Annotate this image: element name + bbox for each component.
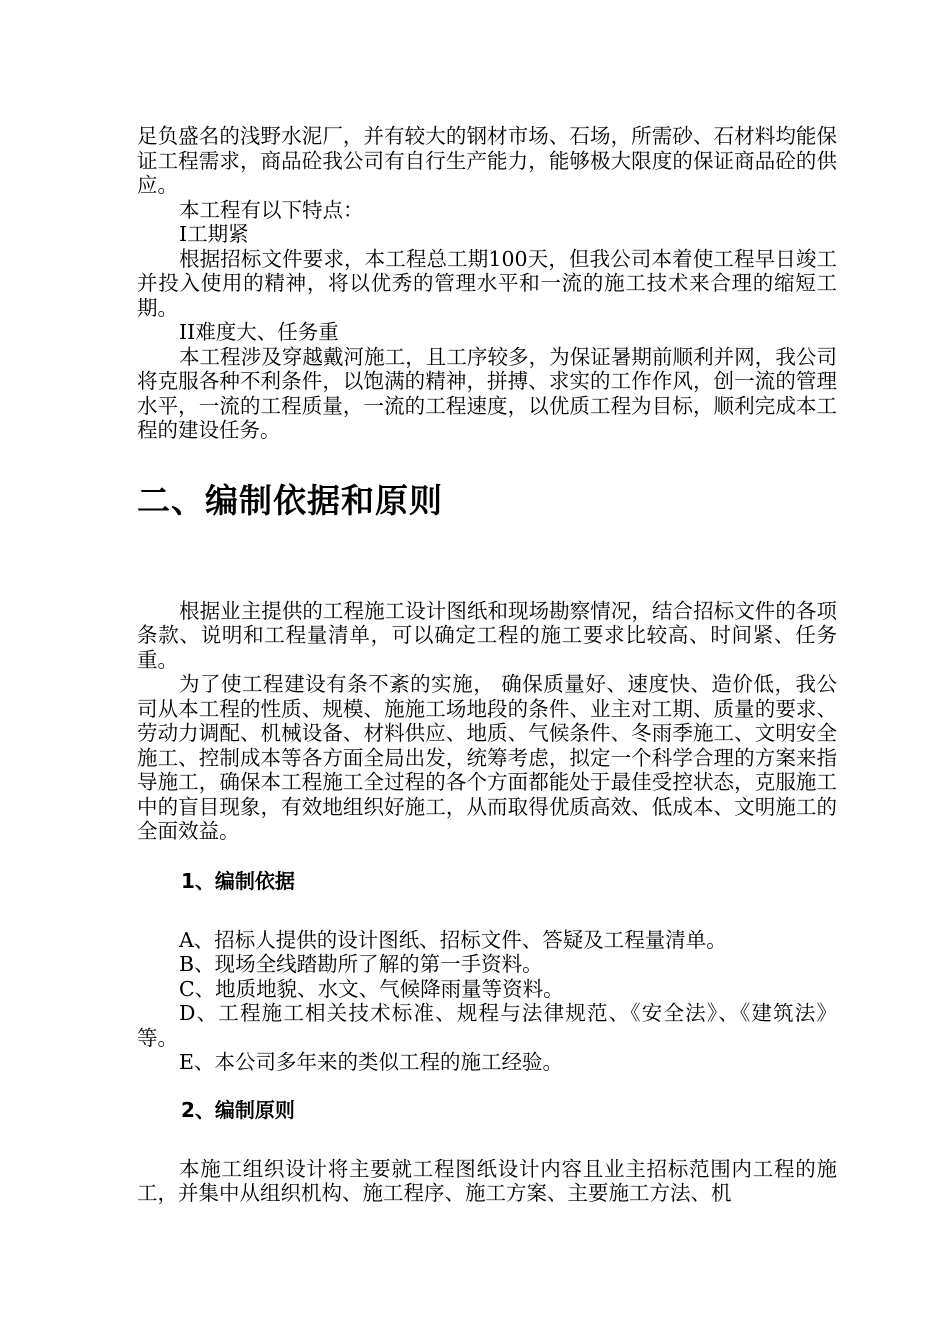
- feature-item-schedule-tight: I工期紧: [179, 222, 249, 246]
- spacer: [137, 1123, 837, 1157]
- spacer: [137, 894, 837, 928]
- basis-list-item: D、工程施工相关技术标准、规程与法律规范、《安全法》、《建筑法》等。: [137, 1001, 837, 1050]
- subsection-heading-principles: 2、编制原则: [181, 1097, 295, 1122]
- spacer: [137, 844, 837, 868]
- spacer: [137, 1075, 837, 1097]
- basis-list-item: A、招标人提供的设计图纸、招标文件、答疑及工程量清单。: [179, 927, 727, 952]
- spacer: [137, 521, 837, 599]
- basis-list-item: C、地质地貌、水文、气候降雨量等资料。: [179, 976, 564, 1001]
- paragraph-principles: 本施工组织设计将主要就工程图纸设计内容且业主招标范围内工程的施工，并集中从组织机构、施工程序、施工方案、主要施工方法、机: [137, 1156, 837, 1205]
- basis-list-item: B、现场全线踏勘所了解的第一手资料。: [179, 952, 543, 976]
- paragraph-features-intro: 本工程有以下特点：: [179, 197, 364, 222]
- feature-item-difficulty: II难度大、任务重: [179, 320, 339, 344]
- paragraph-difficulty-detail: 本工程涉及穿越戴河施工，且工序较多，为保证暑期前顺利并网，我公司将克服各种不利条件，以饱满的精神，拼搏、求实的工作作风，创一流的管理水平，一流的工程质量，一流的工程速度，以优质工程为目标，顺利完成本工程的建设任务。: [137, 344, 837, 442]
- paragraph-schedule-detail: 根据招标文件要求，本工程总工期100天，但我公司本着使工程早日竣工并投入使用的精神，将以优秀的管理水平和一流的施工技术来合理的缩短工期。: [137, 246, 837, 320]
- section-heading-basis-principles: 二、编制依据和原则: [137, 480, 443, 520]
- subsection-heading-basis: 1、编制依据: [181, 868, 295, 893]
- paragraph-materials-supply: 足负盛名的浅野水泥厂，并有较大的钢材市场、石场，所需砂、石材料均能保证工程需求，商品砼我公司有自行生产能力，能够极大限度的保证商品砼的供应。: [137, 124, 837, 197]
- basis-list-item: E、本公司多年来的类似工程的施工经验。: [179, 1050, 563, 1074]
- paragraph-basis-intro: 根据业主提供的工程施工设计图纸和现场勘察情况，结合招标文件的各项条款、说明和工程量清单，可以确定工程的施工要求比较高、时间紧、任务重。: [137, 598, 837, 672]
- paragraph-basis-approach: 为了使工程建设有条不紊的实施， 确保质量好、速度快、造价低，我公司从本工程的性质、规模、施施工场地段的条件、业主对工期、质量的要求、劳动力调配、机械设备、材料供应、地质、气候条件、冬雨季施工、文明安全施工、控制成本等各方面全局出发，统筹考虑，拟定一个科学合理的方案来指导施工，确保本工程施工全过程的各个方面都能处于最佳受控状态，克服施工中的盲目现象，有效地组织好施工，从而取得优质高效、低成本、文明施工的全面效益。: [137, 672, 837, 843]
- document-page: [137, 124, 837, 1206]
